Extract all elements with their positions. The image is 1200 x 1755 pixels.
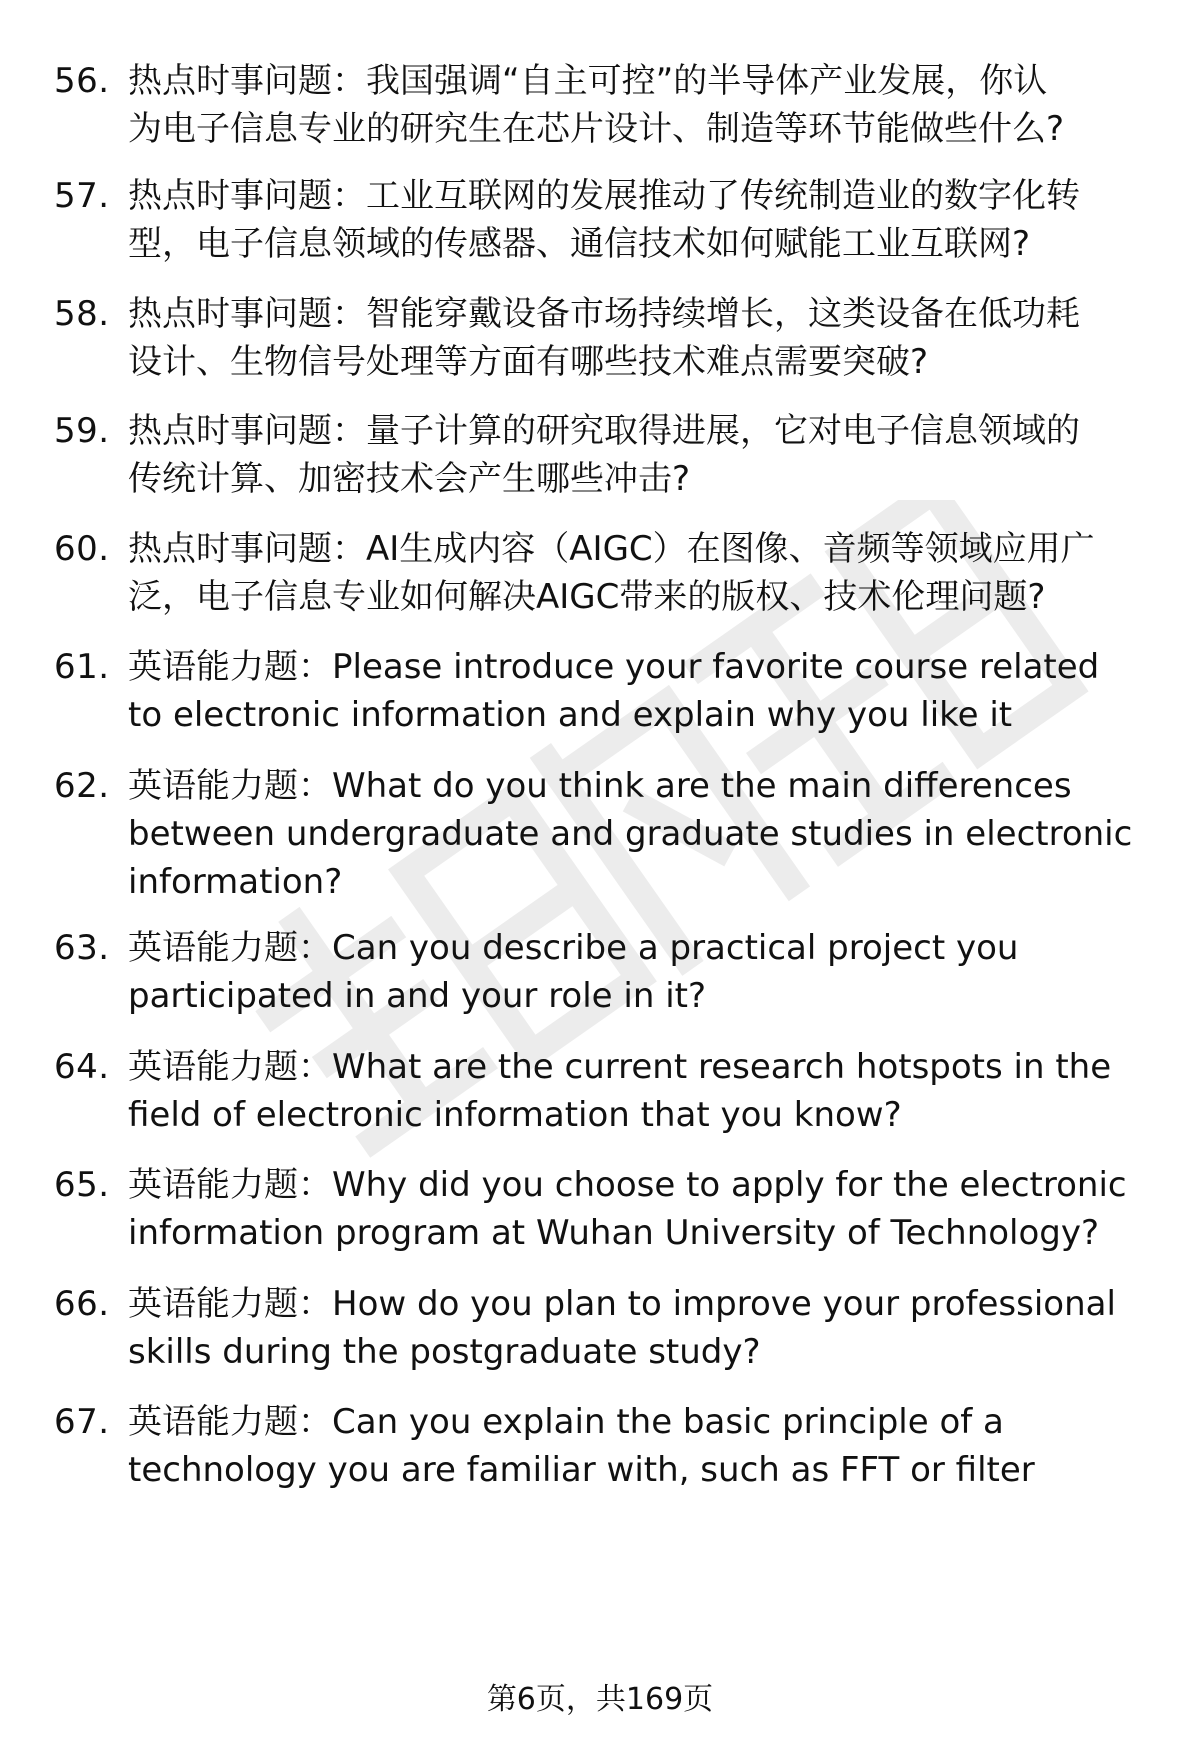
question-line: 传统计算、加密技术会产生哪些冲击? [128, 459, 691, 499]
question-text [128, 1043, 1158, 1139]
question-line: 英语能力题：How do you plan to improve your professional [128, 1284, 1116, 1324]
question-line: 热点时事问题：智能穿戴设备市场持续增长，这类设备在低功耗 [128, 294, 1080, 334]
question-line: 英语能力题：Please introduce your favorite course related [128, 647, 1100, 687]
question-number: 59. [54, 411, 110, 451]
question-number: 67. [54, 1402, 110, 1442]
page-number-footer: 第6页，共169页 [486, 1682, 714, 1717]
question-line: information? [128, 862, 343, 902]
question-number: 63. [54, 928, 110, 968]
question-line: field of electronic information that you know? [128, 1095, 902, 1135]
question-text [128, 924, 1158, 1020]
question-text [128, 57, 1158, 153]
question-text [128, 762, 1158, 906]
question-text [128, 1280, 1158, 1376]
question-line: 热点时事问题：工业互联网的发展推动了传统制造业的数字化转 [128, 176, 1080, 216]
question-number: 64. [54, 1047, 110, 1087]
question-number: 62. [54, 766, 110, 806]
question-line: skills during the postgraduate study? [128, 1332, 761, 1372]
question-text [128, 1161, 1158, 1257]
question-text [128, 1398, 1158, 1494]
question-line: 英语能力题：What are the current research hotspots in the [128, 1047, 1112, 1087]
question-line: participated in and your role in it? [128, 976, 707, 1016]
question-text [128, 407, 1158, 503]
question-number: 60. [54, 529, 110, 569]
question-number: 65. [54, 1165, 110, 1205]
question-line: 热点时事问题：AI生成内容（AIGC）在图像、音频等领域应用广 [128, 529, 1095, 569]
question-line: technology you are familiar with, such as FFT or filter [128, 1450, 1035, 1490]
question-line: 英语能力题：Why did you choose to apply for the electronic [128, 1165, 1127, 1205]
question-line: to electronic information and explain why you like it [128, 695, 1013, 735]
question-text [128, 643, 1158, 739]
question-line: 英语能力题：Can you explain the basic principle of a [128, 1402, 1004, 1442]
question-number: 61. [54, 647, 110, 687]
question-line: 热点时事问题：量子计算的研究取得进展，它对电子信息领域的 [128, 411, 1080, 451]
question-line: 型，电子信息领域的传感器、通信技术如何赋能工业互联网? [128, 224, 1031, 264]
question-text [128, 172, 1158, 268]
question-line: 热点时事问题：我国强调“自主可控”的半导体产业发展，你认 [128, 61, 1048, 101]
question-line: information program at Wuhan University of Technology? [128, 1213, 1100, 1253]
question-number: 58. [54, 294, 110, 334]
question-line: 为电子信息专业的研究生在芯片设计、制造等环节能做些什么? [128, 109, 1065, 149]
question-number: 56. [54, 61, 110, 101]
question-line: 英语能力题：Can you describe a practical project you [128, 928, 1019, 968]
question-line: 英语能力题：What do you think are the main differences [128, 766, 1072, 806]
question-line: 泛，电子信息专业如何解决AIGC带来的版权、技术伦理问题? [128, 577, 1046, 617]
question-text [128, 525, 1158, 621]
question-number: 66. [54, 1284, 110, 1324]
question-line: between undergraduate and graduate studies in electronic [128, 814, 1133, 854]
question-text [128, 290, 1158, 386]
question-line: 设计、生物信号处理等方面有哪些技术难点需要突破? [128, 342, 929, 382]
question-number: 57. [54, 176, 110, 216]
